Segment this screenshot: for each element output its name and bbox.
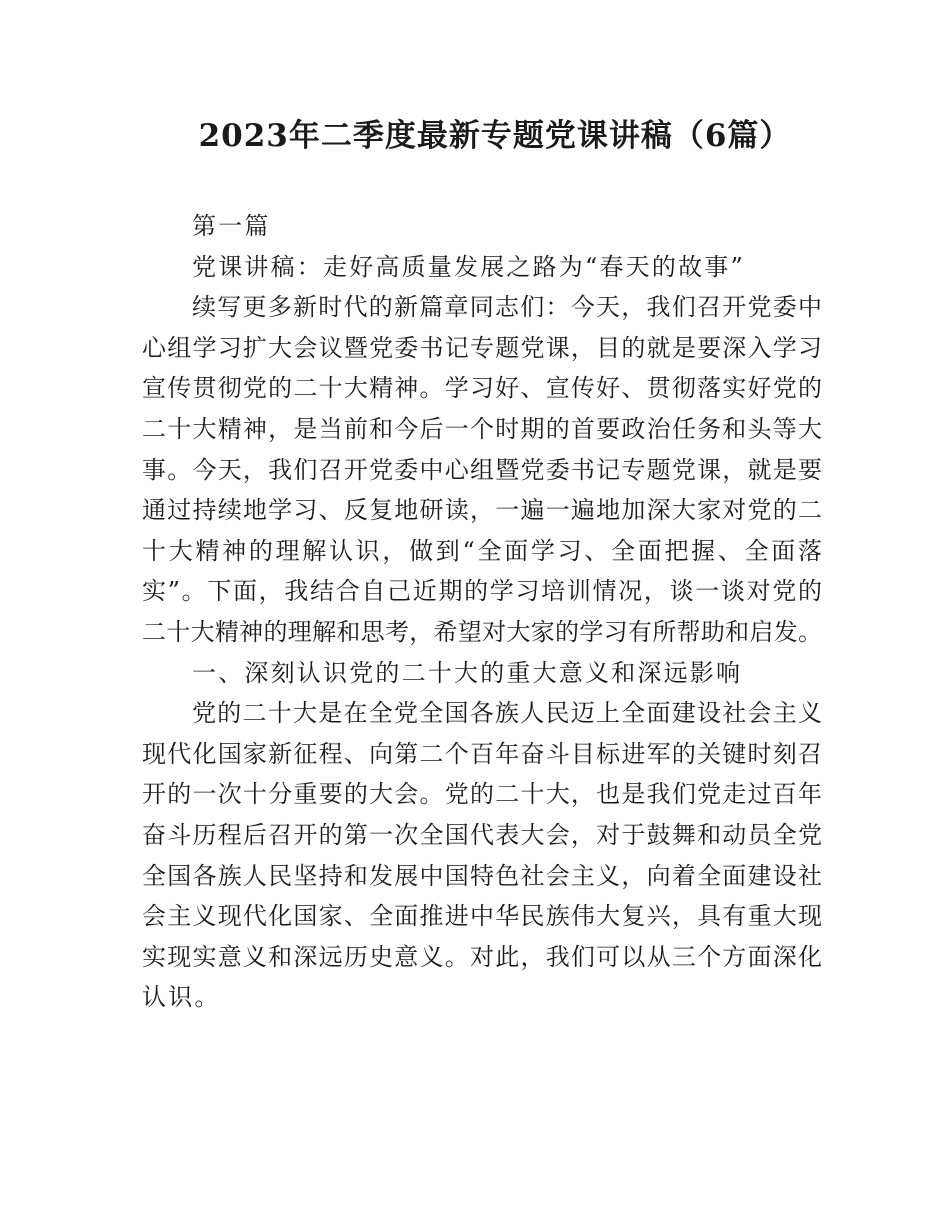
paragraph-line: 二十大精神，是当前和今后一个时期的首要政治任务和头等大 (142, 414, 822, 443)
paragraph-line: 事。今天，我们召开党委中心组暨党委书记专题党课，就是要 (142, 455, 822, 484)
paragraph-line: 开的一次十分重要的大会。党的二十大，也是我们党走过百年 (142, 780, 822, 809)
lecture-title-line: 党课讲稿：走好高质量发展之路为“春天的故事” (192, 252, 745, 281)
section-heading: 第一篇 (192, 212, 271, 240)
paragraph-line: 通过持续地学习、反复地研读，一遍一遍地加深大家对党的二 (142, 496, 822, 525)
paragraph-line: 全国各族人民坚持和发展中国特色社会主义，向着全面建设社 (142, 861, 822, 890)
paragraph-line: 会主义现代化国家、全面推进中华民族伟大复兴，具有重大现 (142, 902, 822, 931)
paragraph-line: 十大精神的理解认识，做到“全面学习、全面把握、全面落 (142, 536, 822, 565)
paragraph-line: 实”。下面，我结合自己近期的学习培训情况，谈一谈对党的 (142, 577, 822, 606)
paragraph-line: 续写更多新时代的新篇章同志们：今天，我们召开党委中 (192, 293, 822, 322)
paragraph-line: 认识。 (142, 983, 221, 1012)
paragraph-line: 心组学习扩大会议暨党委书记专题党课，目的就是要深入学习 (142, 333, 822, 362)
subheading: 一、深刻认识党的二十大的重大意义和深远影响 (192, 658, 743, 687)
document-title: 2023年二季度最新专题党课讲稿（6篇） (198, 118, 792, 154)
document-body (142, 206, 822, 1018)
paragraph-line: 党的二十大是在全党全国各族人民迈上全面建设社会主义 (192, 699, 822, 728)
paragraph-line: 奋斗历程后召开的第一次全国代表大会，对于鼓舞和动员全党 (142, 820, 822, 849)
paragraph-line: 二十大精神的理解和思考，希望对大家的学习有所帮助和启发。 (142, 617, 822, 646)
paragraph-line: 实现实意义和深远历史意义。对此，我们可以从三个方面深化 (142, 942, 822, 971)
paragraph-line: 宣传贯彻党的二十大精神。学习好、宣传好、贯彻落实好党的 (142, 374, 822, 403)
paragraph-line: 现代化国家新征程、向第二个百年奋斗目标进军的关键时刻召 (142, 739, 822, 768)
